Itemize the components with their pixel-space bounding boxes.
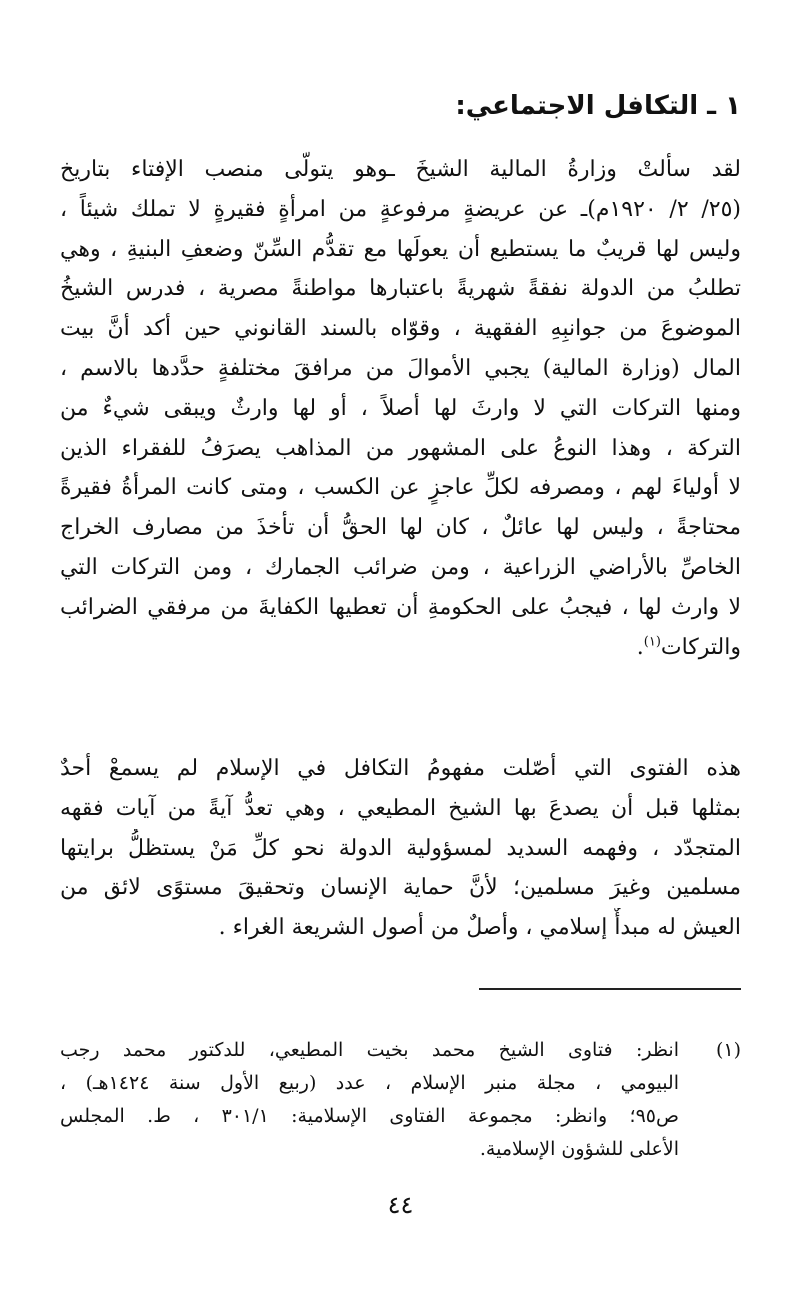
footnote-line: البيومي ، مجلة منبر الإسلام ، عدد (ربيع الأول سنة ١٤٢٤هـ) ، <box>60 1072 679 1094</box>
text-line: محتاجةً ، وليس لها عائلٌ ، كان لها الحقُّ أن تأخذَ من مصارف الخراج <box>60 515 741 541</box>
footnote-line: الأعلى للشؤون الإسلامية. <box>479 1138 679 1160</box>
text-line: لا وارث لها ، فيجبُ على الحكومةِ أن تعطيها الكفايةَ من مرفقي الضرائب <box>60 594 741 620</box>
footnote-line: انظر: فتاوى الشيخ محمد بخيت المطيعي، للدكتور محمد رجب <box>60 1039 679 1061</box>
text-line: الخاصِّ بالأراضي الزراعية ، ومن ضرائب الجمارك ، ومن التركات التي <box>60 554 741 580</box>
body-paragraph-2 <box>60 749 741 948</box>
footnote-separator <box>479 988 741 990</box>
text-line: التركة ، وهذا النوعُ على المشهور من المذاهب يصرَفُ للفقراء الذين <box>60 435 741 461</box>
text-line: مسلمين وغيرَ مسلمين؛ لأنَّ حماية الإنسان وتحقيقَ مستوًى لائق من <box>60 875 741 901</box>
footnote-marker: (١) <box>715 1039 741 1061</box>
text-line: وليس لها قريبٌ ما يستطيع أن يعولَها مع تقدُّم السِّنّ وضعفِ البنيةِ ، وهي <box>60 236 741 262</box>
footnote-line: ص٩٥؛ وانظر: مجموعة الفتاوى الإسلامية: ٣٠١/١ ، ط. المجلس <box>60 1105 679 1127</box>
section-heading: ١ ـ التكافل الاجتماعي: <box>455 91 741 121</box>
body-paragraph-1 <box>60 150 741 667</box>
footnote-body <box>60 1034 679 1166</box>
text-line: تطلبُ من الدولة نفقةً شهريةً باعتبارها مواطنةً مصرية ، فدرس الشيخُ <box>60 276 741 302</box>
text-line: لا أولياءَ لهم ، ومصرفه لكلِّ عاجزٍ عن الكسب ، ومتى كانت المرأةُ فقيرةً <box>60 475 741 501</box>
text-line: المتجدّد ، وفهمه السديد لمسؤولية الدولة نحو كلِّ مَنْ يستظلُّ برايتها <box>60 835 741 861</box>
text-line: المال (وزارة المالية) يجبي الأموالَ من مرافقَ مختلفةٍ حدَّدها بالاسم ، <box>60 355 741 381</box>
text-line: ومنها التركات التي لا وارثَ لها أصلاً ، أو لها وارثٌ ويبقى شيءٌ من <box>60 395 741 421</box>
sentence-end: . <box>636 634 644 660</box>
footnote-reference: (١) <box>643 634 661 650</box>
last-word: والتركات <box>660 634 741 660</box>
text-line-last: العيش له مبدأٌ إسلامي ، وأصلٌ من أصول الشريعة الغراء . <box>218 915 741 941</box>
text-line: (٢٥/ ٢/ ١٩٢٠م)ـ عن عريضةٍ مرفوعةٍ من امرأةٍ فقيرةٍ لا تملك شيئاً ، <box>60 196 741 222</box>
footnote <box>60 1034 741 1166</box>
text-line-last <box>60 628 741 668</box>
text-line: بمثلها قبل أن يصدعَ بها الشيخ المطيعي ، وهي تعدُّ آيةً من آيات فقهه <box>60 795 741 821</box>
text-line: هذه الفتوى التي أصّلت مفهومُ التكافل في الإسلام لم يسمعْ أحدٌ <box>60 756 741 781</box>
page-number: ٤٤ <box>387 1191 414 1219</box>
text-line: لقد سألتْ وزارةُ المالية الشيخَ ـوهو يتولّى منصب الإفتاء بتاريخ <box>60 157 741 182</box>
text-line: الموضوعَ من جوانبِهِ الفقهية ، وقوّاه بالسند القانوني حين أكد أنَّ بيت <box>60 316 741 342</box>
book-page <box>60 60 741 1257</box>
